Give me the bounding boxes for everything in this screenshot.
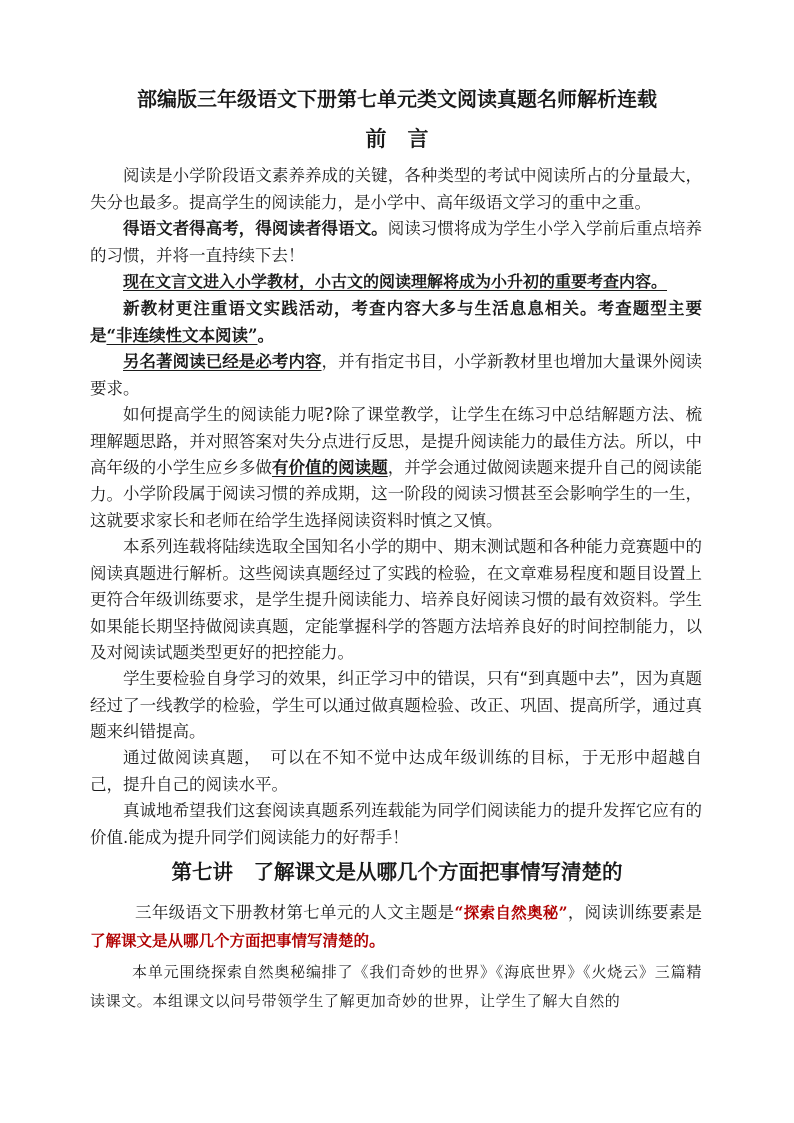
unit-description-text: 本单元围绕探索自然奥秘编排了《我们奇妙的世界》《海底世界》《火烧云》三篇精读课文。本组课文以问号带领学生了解更加奇妙的世界，让学生了解大自然的 bbox=[90, 963, 702, 1010]
paragraph-text: 学生要检验自身学习的效果，纠正学习中的错误，只有“到真题中去”，因为真题经过了一线教学的检验，学生可以通过做真题检验、改正、巩固、提高所学，通过真题来纠错提高。 bbox=[90, 669, 702, 741]
preface-paragraph-5 bbox=[90, 349, 702, 402]
lecture-intro bbox=[90, 899, 702, 955]
paragraph-bold-underline-text: 现在文言文进入小学教材，小古文的阅读理解将成为小升初的重要考查内容。 bbox=[123, 272, 668, 291]
preface-paragraph-3 bbox=[90, 269, 702, 296]
paragraph-text: 本系列连载将陆续选取全国知名小学的期中、期末测试题和各种能力竞赛题中的阅读真题进行解析。这些阅读真题经过了实践的检验，在文章难易程度和题目设置上更符合年级训练要求，是学生提升阅读能力、培养良好阅读习惯的最有效资料。学生如果能长期坚持做阅读真题，定能掌握科学的答题方法培养良好的时间控制能力，以及对阅读试题类型更好的把控能力。 bbox=[90, 537, 702, 662]
paragraph-text: 如何提高学生的阅读能力呢?除了课堂教学，让学生在练习中总结解题方法、梳理解题思路，并对照答案对失分点进行反思，是提升阅读能力的最佳方法。所以，中高年级的小学生应乡多做 bbox=[90, 405, 702, 477]
paragraph-text: 小学阶段属于阅读习惯的养成期，这一阶段的阅读习惯甚至会影响学生的一生，这就要求家长和老师在给学生选择阅读资料时慎之又慎。 bbox=[90, 484, 702, 530]
paragraph-bold-underline-text: “非连续性文本阅读” bbox=[106, 325, 258, 345]
paragraph-bold-underline-text: 有价值的阅读题 bbox=[271, 458, 388, 477]
preface-paragraph-4 bbox=[90, 296, 702, 349]
preface-paragraph-7 bbox=[90, 481, 702, 534]
preface-paragraph-9 bbox=[90, 666, 702, 746]
preface-paragraph-8 bbox=[90, 534, 702, 667]
preface-paragraph-2 bbox=[90, 216, 702, 269]
paragraph-bold-end: 。 bbox=[257, 325, 274, 345]
unit-description bbox=[90, 958, 702, 1016]
intro-mid: ，阅读训练要素是 bbox=[567, 903, 703, 922]
lecture-title: 第七讲 了解课文是从哪几个方面把事情写清楚的 bbox=[171, 860, 623, 884]
preface-paragraph-11 bbox=[90, 798, 702, 851]
paragraph-text: 真诚地希望我们这套阅读真题系列连载能为同学们阅读能力的提升发挥它应有的价值.能成为提升同学们阅读能力的好帮手！ bbox=[90, 801, 702, 847]
paragraph-bold-text: 得语文者得高考，得阅读者得语文。 bbox=[123, 219, 388, 238]
paragraph-text: 阅读习惯将成为学生小学入学前后重点培养的习惯，并将一直持续下去！ bbox=[90, 219, 703, 265]
preface-paragraph-10 bbox=[90, 745, 702, 798]
paragraph-text: 通过做阅读真题， 可以在不知不觉中达成年级训练的目标，于无形中超越自己，提升自己的阅读水平。 bbox=[90, 748, 702, 794]
intro-lead: 三年级语文下册教材第七单元的人文主题是 bbox=[135, 903, 455, 922]
paragraph-text-tail: ，并学会通过做阅读题来提升自己的阅读能力。 bbox=[90, 458, 703, 504]
intro-end: 。 bbox=[369, 931, 386, 950]
paragraph-bold-underline-text: 另名著阅读已经是必考内容 bbox=[123, 352, 322, 371]
paragraph-bold-text: 新教材更注重语文实践活动，考查内容大多与生活息息相关。考查题型主要是 bbox=[90, 299, 702, 345]
preface-paragraph-1 bbox=[90, 163, 702, 216]
document-title: 部编版三年级语文下册第七单元类文阅读真题名师解析连载 bbox=[137, 87, 657, 111]
paragraph-text: 阅读是小学阶段语文素养养成的关键，各种类型的考试中阅读所占的分量最大，失分也最多。提高学生的阅读能力，是小学中、高年级语文学习的重中之重。 bbox=[90, 166, 702, 212]
unit-theme: “探索自然奥秘” bbox=[454, 903, 568, 922]
reading-element: 了解课文是从哪几个方面把事情写清楚的 bbox=[90, 931, 370, 950]
preface-title: 前 言 bbox=[365, 126, 429, 151]
paragraph-text: ，并有指定书目，小学新教材里也增加大量课外阅读要求。 bbox=[90, 352, 703, 398]
